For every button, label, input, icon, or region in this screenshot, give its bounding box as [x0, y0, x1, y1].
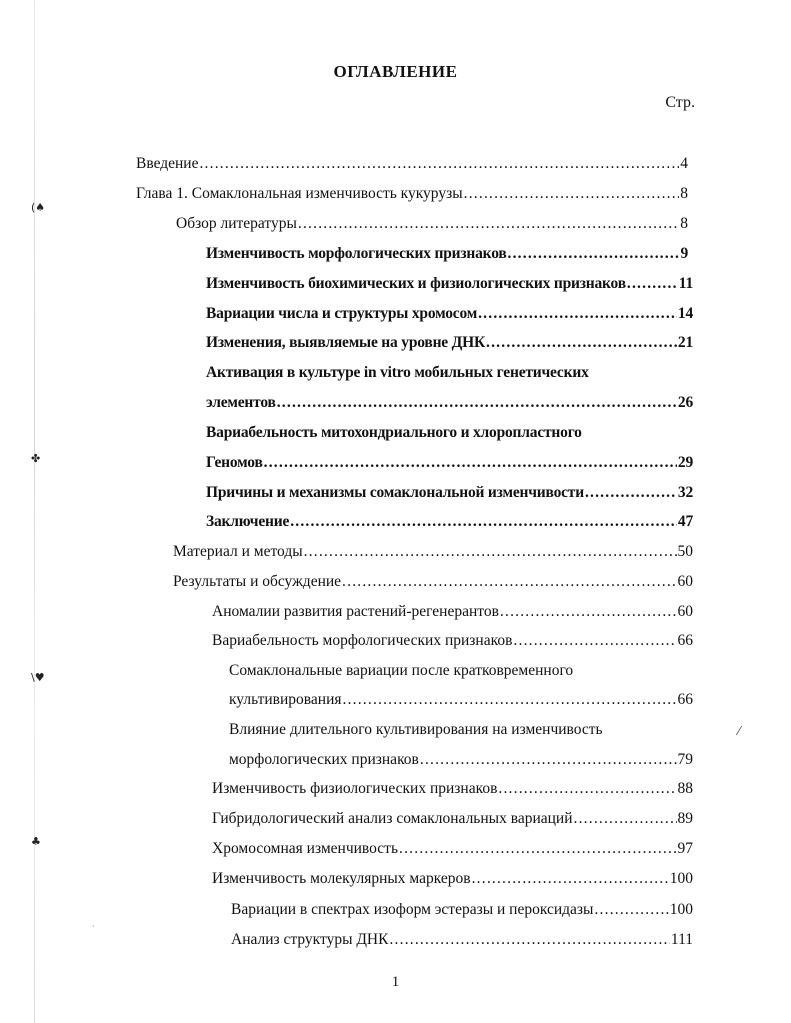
toc-entry[interactable]: [176, 214, 688, 234]
page-title: ОГЛАВЛЕНИЕ: [333, 62, 458, 81]
toc-leader-dots: [500, 602, 677, 622]
toc-entry-page: 60: [677, 573, 693, 590]
toc-leader-dots: [343, 690, 677, 710]
toc-entry-label: Материал и методы: [173, 543, 303, 560]
toc-leader-dots: [277, 393, 677, 413]
toc-entry-label: Изменчивость физиологических признаков: [212, 780, 498, 797]
toc-entry[interactable]: [231, 930, 693, 950]
toc-entry-label: культивирования: [229, 691, 342, 708]
toc-entry-label: морфологических признаков: [229, 751, 419, 768]
toc-leader-dots: [304, 542, 677, 562]
toc-leader-dots: [498, 779, 676, 799]
footer-page-number: 1: [391, 974, 400, 990]
toc-entry[interactable]: [212, 779, 693, 799]
toc-leader-dots: [513, 631, 676, 651]
toc-entry-page: 111: [670, 931, 693, 948]
toc-entry-label: Изменчивость морфологических признаков: [206, 245, 507, 262]
toc-entry-page: 66: [677, 632, 693, 649]
toc-entry[interactable]: [212, 809, 693, 829]
toc-entry[interactable]: [212, 839, 693, 859]
toc-entry-label-line1: Сомаклональные вариации после кратковременного: [229, 662, 574, 679]
toc-entry-page: 47: [677, 513, 693, 530]
toc-leader-dots: [298, 214, 679, 234]
toc-leader-dots: [585, 483, 677, 503]
toc-leader-dots: [342, 572, 676, 592]
toc-leader-dots: [627, 274, 678, 294]
toc-entry-label: Геномов: [206, 454, 263, 471]
toc-entry-label-line1: Активация в культуре in vitro мобильных генетических: [206, 364, 589, 381]
toc-entry-page: 9: [680, 245, 688, 262]
toc-entry[interactable]: [206, 333, 693, 353]
binding-hole-mark-icon: ♣: [31, 835, 41, 848]
toc-entry[interactable]: [206, 244, 688, 264]
toc-entry-page: 79: [677, 751, 693, 768]
toc-entry-label: Обзор литературы: [176, 215, 297, 232]
toc-entry-label: Хромосомная изменчивость: [212, 840, 399, 857]
toc-entry[interactable]: [173, 542, 693, 562]
binding-hole-mark-icon: \♥: [31, 671, 45, 684]
toc-entry-label: Изменения, выявляемые на уровне ДНК: [206, 334, 486, 351]
toc-entry-label: Введение: [136, 155, 199, 172]
toc-entry-label: Аномалии развития растений-регенерантов: [212, 603, 499, 620]
scan-speck-icon: ⁄: [738, 724, 741, 738]
page-column-label: Стр.: [665, 94, 695, 111]
toc-entry-label: Вариации в спектрах изоформ эстеразы и пероксидазы: [231, 901, 594, 918]
toc-entry[interactable]: [173, 572, 693, 592]
toc-entry[interactable]: [229, 750, 693, 770]
toc-leader-dots: [472, 869, 669, 889]
toc-entry-label: Анализ структуры ДНК: [231, 931, 389, 948]
toc-entry[interactable]: [206, 483, 693, 503]
toc-entry-page: 14: [677, 305, 693, 322]
scan-speck-icon: ·: [92, 922, 95, 931]
toc-leader-dots: [264, 453, 677, 473]
toc-entry-label-line1: Влияние длительного культивирования на изменчивость: [229, 721, 603, 738]
toc-entry[interactable]: [136, 154, 688, 174]
toc-entry-page: 100: [669, 901, 693, 918]
toc-entry[interactable]: [136, 184, 688, 204]
binding-hole-mark-icon: ✤: [31, 452, 41, 465]
toc-entry-page: 8: [680, 215, 688, 232]
toc-entry-label: Заключение: [206, 513, 290, 530]
toc-leader-dots: [290, 512, 677, 532]
toc-entry-label: Изменчивость молекулярных маркеров: [212, 870, 471, 887]
scan-edge: [34, 0, 35, 1023]
toc-entry[interactable]: [231, 900, 693, 920]
toc-leader-dots: [199, 154, 679, 174]
toc-leader-dots: [464, 184, 680, 204]
toc-entry-label: Глава 1. Сомаклональная изменчивость кукурузы: [136, 185, 463, 202]
toc-entry-label: элементов: [206, 394, 276, 411]
toc-entry-label: Причины и механизмы сомаклональной изменчивости: [206, 484, 584, 501]
toc-entry-label: Изменчивость биохимических и физиологических признаков: [206, 275, 626, 292]
toc-entry-page: 32: [677, 484, 693, 501]
toc-leader-dots: [420, 750, 677, 770]
toc-entry-page: 4: [680, 155, 688, 172]
toc-entry-label: Гибридологический анализ сомаклональных вариаций: [212, 810, 573, 827]
toc-entry[interactable]: [206, 453, 693, 473]
toc-leader-dots: [389, 930, 669, 950]
toc-entry-page: 21: [677, 334, 693, 351]
toc-entry-label-line1: Вариабельность митохондриального и хлоропластного: [206, 424, 582, 441]
toc-leader-dots: [574, 809, 677, 829]
toc-entry[interactable]: [206, 512, 693, 532]
toc-leader-dots: [478, 304, 677, 324]
toc-entry-label: Вариабельность морфологических признаков: [212, 632, 513, 649]
toc-entry-label: Вариации числа и структуры хромосом: [206, 305, 478, 322]
toc-entry-page: 100: [669, 870, 693, 887]
toc-leader-dots: [486, 333, 677, 353]
toc-entry-page: 89: [677, 810, 693, 827]
toc-entry-label: Результаты и обсуждение: [173, 573, 342, 590]
toc-entry[interactable]: [206, 274, 693, 294]
toc-entry[interactable]: [212, 869, 693, 889]
toc-entry-page: 66: [677, 691, 693, 708]
toc-leader-dots: [594, 900, 668, 920]
toc-entry-page: 50: [677, 543, 693, 560]
toc-entry[interactable]: [229, 690, 693, 710]
toc-entry-page: 26: [677, 394, 693, 411]
toc-entry-page: 11: [678, 275, 693, 292]
toc-leader-dots: [508, 244, 680, 264]
toc-entry-page: 8: [680, 185, 688, 202]
toc-leader-dots: [399, 839, 676, 859]
toc-entry[interactable]: [206, 393, 693, 413]
binding-hole-mark-icon: (♠: [31, 201, 46, 214]
toc-entry-page: 60: [677, 603, 693, 620]
toc-entry-page: 29: [677, 454, 693, 471]
toc-entry[interactable]: [206, 304, 693, 324]
toc-entry-page: 88: [677, 780, 693, 797]
toc-entry-page: 97: [677, 840, 693, 857]
toc-entry[interactable]: [212, 631, 693, 651]
toc-entry[interactable]: [212, 602, 693, 622]
